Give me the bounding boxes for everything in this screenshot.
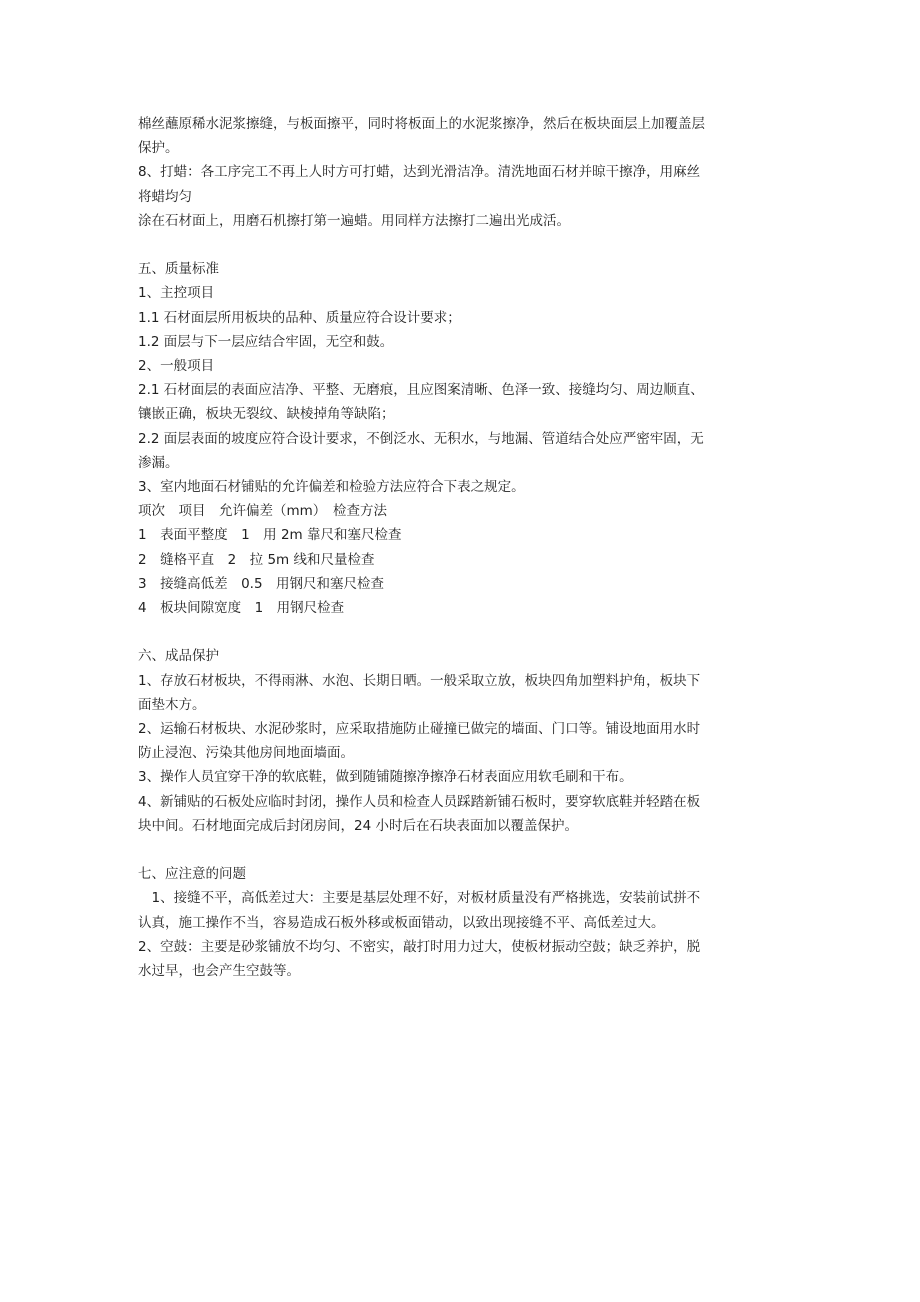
text-line: 3、室内地面石材铺贴的允许偏差和检验方法应符合下表之规定。 [138, 479, 525, 496]
text-line: 面垫木方。 [138, 696, 206, 713]
spacer [138, 838, 788, 862]
text-line: 镶嵌正确，板块无裂纹、缺棱掉角等缺陷； [138, 406, 395, 423]
text-line: 水过早，也会产生空鼓等。 [138, 963, 300, 980]
text-line: 1、接缝不平，高低差过大：主要是基层处理不好，对板材质量没有严格挑选，安装前试拼不 [138, 890, 701, 907]
section-title-quality: 五、质量标准 [138, 261, 219, 278]
text-line: 2.2 面层表面的坡度应符合设计要求，不倒泛水、无积水，与地漏、管道结合处应严密牢固，无 [138, 430, 704, 447]
text-line: 棉丝蘸原稀水泥浆擦缝，与板面擦平，同时将板面上的水泥浆擦净，然后在板块面层上加覆盖层 [138, 116, 705, 132]
tolerance-table-row: 2 缝格平直 2 拉 5m 线和尺量检查 [138, 551, 375, 568]
text-line: 涂在石材面上，用磨石机擦打第一遍蜡。用同样方法擦打二遍出光成活。 [138, 212, 570, 229]
text-line: 8、打蜡：各工序完工不再上人时方可打蜡，达到光滑洁净。清洗地面石材并晾干擦净，用麻丝 [138, 164, 701, 181]
text-line: 渗漏。 [138, 454, 179, 471]
tolerance-table-row: 1 表面平整度 1 用 2m 靠尺和塞尺检查 [138, 527, 402, 544]
text-line: 2.1 石材面层的表面应洁净、平整、无磨痕，且应图案清晰、色泽一致、接缝均匀、周边顺直、 [138, 382, 704, 399]
tolerance-table-header: 项次 项目 允许偏差（mm） 检查方法 [138, 503, 388, 520]
text-line: 2、一般项目 [138, 358, 215, 375]
spacer [138, 233, 788, 257]
text-line: 2、空鼓：主要是砂浆铺放不均匀、不密实，敲打时用力过大，使板材振动空鼓；缺乏养护，脱 [138, 938, 701, 955]
text-line: 认真，施工操作不当，容易造成石板外移或板面错动，以致出现接缝不平、高低差过大。 [138, 914, 665, 931]
text-line: 防止浸泡、污染其他房间地面墙面。 [138, 745, 354, 762]
section-title-issues: 七、应注意的问题 [138, 866, 246, 883]
text-line: 1.2 面层与下一层应结合牢固，无空和鼓。 [138, 333, 394, 350]
section-title-protection: 六、成品保护 [138, 648, 219, 665]
spacer [138, 620, 788, 644]
text-line: 4、新铺贴的石板处应临时封闭，操作人员和检查人员踩踏新铺石板时，要穿软底鞋并轻踏在板 [138, 793, 701, 810]
text-line: 保护。 [138, 140, 179, 157]
text-line: 将蜡均匀 [138, 188, 192, 205]
text-line: 1、主控项目 [138, 285, 215, 302]
text-line: 1、存放石材板块，不得雨淋、水泡、长期日晒。一般采取立放，板块四角加塑料护角，板块下 [138, 672, 701, 689]
tolerance-table-row: 4 板块间隙宽度 1 用钢尺检查 [138, 600, 345, 617]
text-line: 2、运输石材板块、水泥砂浆时，应采取措施防止碰撞已做完的墙面、门口等。铺设地面用水时 [138, 721, 701, 738]
document-body [138, 112, 788, 983]
text-line: 3、操作人员宜穿干净的软底鞋，做到随铺随擦净擦净石材表面应用软毛刷和干布。 [138, 769, 633, 786]
text-line: 1.1 石材面层所用板块的品种、质量应符合设计要求； [138, 309, 461, 326]
tolerance-table-row: 3 接缝高低差 0.5 用钢尺和塞尺检查 [138, 575, 385, 592]
text-line: 块中间。石材地面完成后封闭房间，24 小时后在石块表面加以覆盖保护。 [138, 817, 578, 834]
